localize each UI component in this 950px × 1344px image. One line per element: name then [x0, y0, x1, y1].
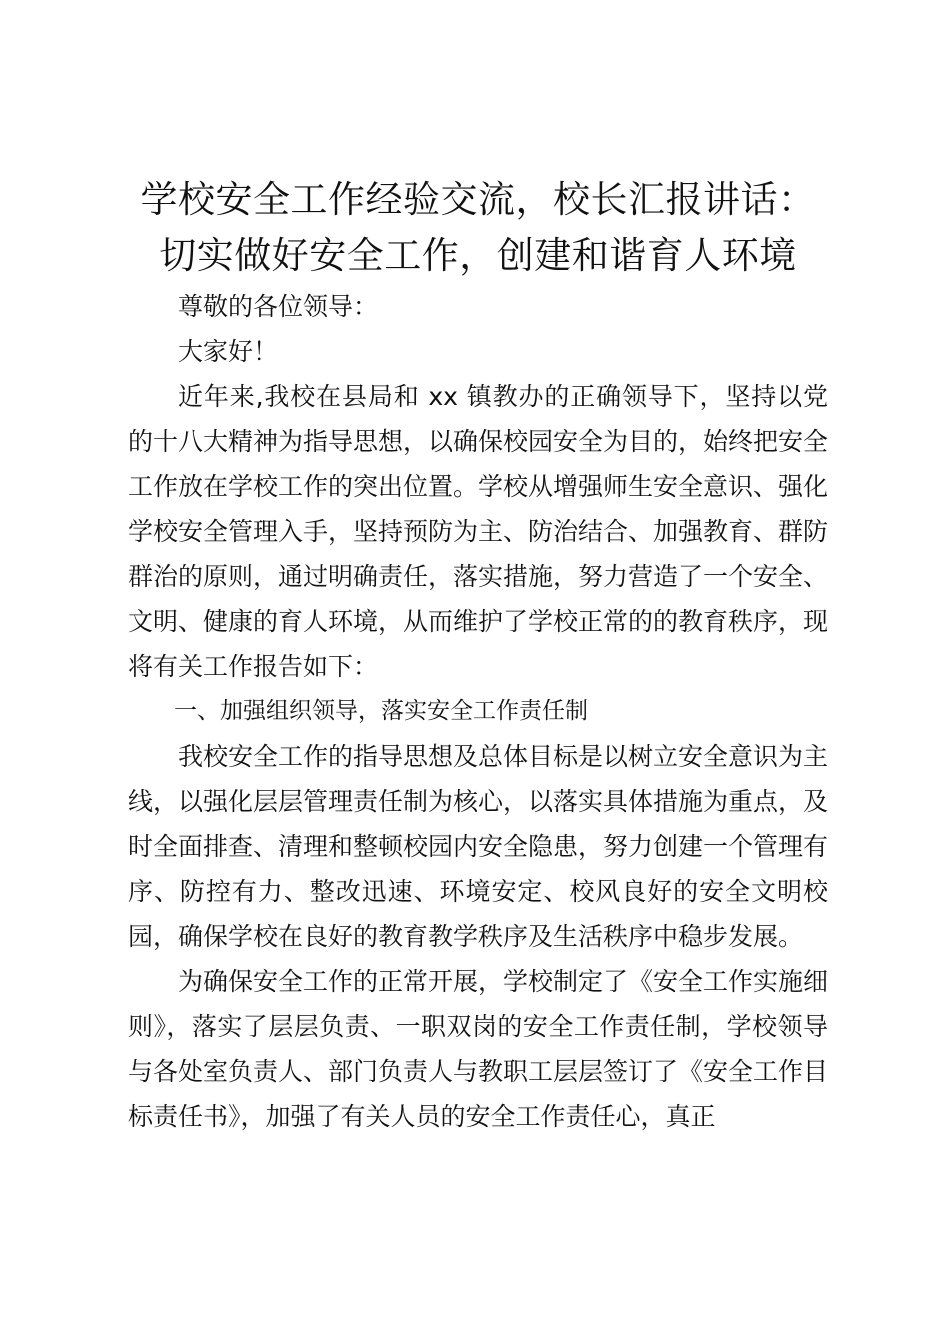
document-body — [128, 172, 828, 1139]
document-title: 学校安全工作经验交流，校长汇报讲话：切实做好安全工作，创建和谐育人环境 — [140, 178, 816, 277]
salutation: 尊敬的各位领导： — [178, 292, 379, 321]
paragraph-responsibility-system: 为确保安全工作的正常开展，学校制定了《安全工作实施细则》，落实了层层负责、一职双岗的安全工作责任制，学校领导与各处室负责人、部门负责人与教职工层层签订了《安全工作目标责任书》，加强了有关人员的安全工作责任心，真正 — [128, 967, 829, 1131]
paragraph-intro: 近年来,我校在县局和 xx 镇教办的正确领导下，坚持以党的十八大精神为指导思想，以确保校园安全为目的，始终把安全工作放在学校工作的突出位置。学校从增强师生安全意识、强化学校安全管理入手，坚持预防为主、防治结合、加强教育、群防群治的原则，通过明确责任，落实措施，努力营造了一个安全、文明、健康的育人环境，从而维护了学校正常的的教育秩序，现将有关工作报告如下： — [128, 382, 829, 681]
greeting: 大家好！ — [178, 337, 279, 366]
section-heading-1: 一、加强组织领导，落实安全工作责任制 — [174, 698, 588, 724]
paragraph-guiding-ideology: 我校安全工作的指导思想及总体目标是以树立安全意识为主线，以强化层层管理责任制为核心，以落实具体措施为重点，及时全面排查、清理和整顿校园内安全隐患，努力创建一个管理有序、防控有力、整改迅速、环境安定、校风良好的安全文明校园，确保学校在良好的教育教学秩序及生活秩序中稳步发展。 — [128, 742, 829, 951]
